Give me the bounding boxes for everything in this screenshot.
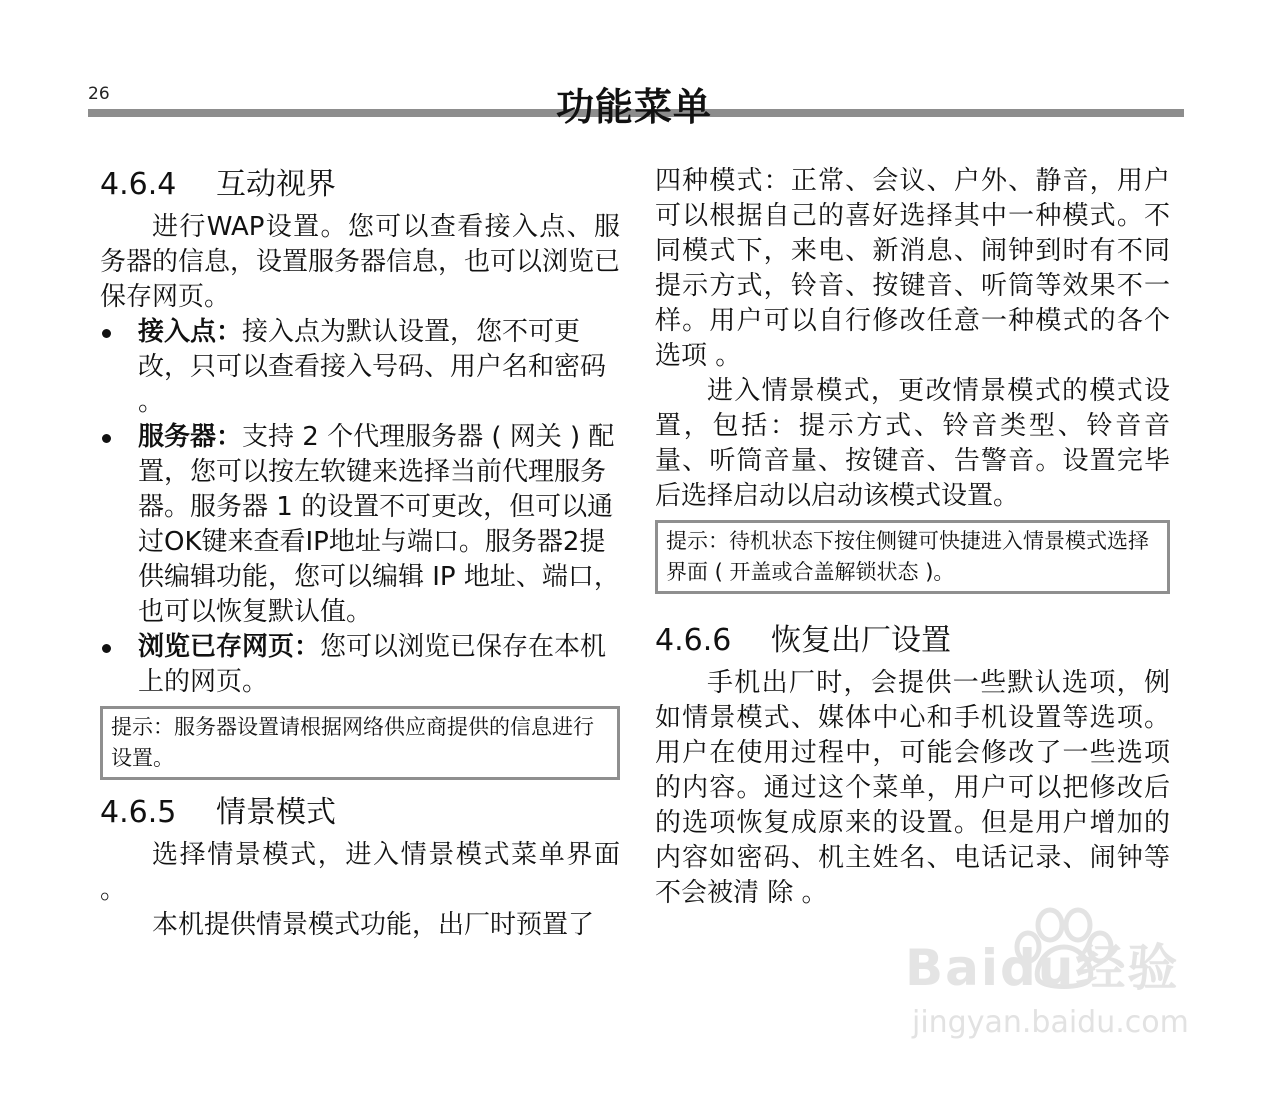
page-title: 功能菜单 xyxy=(556,85,713,129)
section-title: 情景模式 xyxy=(216,795,336,830)
section-title: 恢复出厂设置 xyxy=(771,623,951,658)
paragraph-select-profile: 选择情景模式，进入情景模式菜单界面 。 xyxy=(100,840,620,905)
paragraph-enter-profile: 进入情景模式，更改情景模式的模式设置，包括：提示方式、铃音类型、铃音音量、听筒音量、按键音、告警音。设置完毕后选择启动以启动该模式设置。 xyxy=(655,376,1170,511)
bullet-dot-icon xyxy=(102,644,111,653)
bullet-dot-icon xyxy=(102,434,111,443)
note-box-server: 提示：服务器设置请根据网络供应商提供的信息进行设置。 xyxy=(100,706,620,780)
section-heading-4-6-5 xyxy=(100,792,620,834)
section-number: 4.6.4 xyxy=(100,167,177,202)
page-number: 26 xyxy=(88,84,110,104)
watermark-url: jingyan.baidu.com xyxy=(912,1005,1189,1040)
section-title: 互动视界 xyxy=(216,167,336,202)
watermark-brand: Baidu经验 xyxy=(905,939,1180,997)
section-heading-4-6-6 xyxy=(655,620,1170,662)
bullet-list xyxy=(100,315,620,700)
paragraph-profile-modes: 四种模式：正常、会议、户外、静音，用户可以根据自己的喜好选择其中一种模式。不同模式下，来电、新消息、闹钟到时有不同提示方式，铃音、按键音、听筒等效果不一样。用户可以自行修改任意一种模式的各个选项 。 xyxy=(655,166,1170,371)
bullet-item-access-point xyxy=(100,315,620,420)
bullet-item-server xyxy=(100,420,620,630)
note-box-profile: 提示：待机状态下按住侧键可快捷进入情景模式选择界面 ( 开盖或合盖解锁状态 )。 xyxy=(655,520,1170,594)
bullet-text: 支持 2 个代理服务器 ( 网关 ) 配置，您可以按左软键来选择当前代理服务器。服务器 1 的设置不可更改，但可以通过OK键来查看IP地址与端口。服务器2提供编辑功能，您可以编辑 IP 地址、端口，也可以恢复默认值。 xyxy=(138,422,620,627)
section-number: 4.6.5 xyxy=(100,795,177,830)
left-column xyxy=(100,160,620,943)
bullet-item-saved-pages xyxy=(100,630,620,700)
section-intro: 进行WAP设置。您可以查看接入点、服务器的信息，设置服务器信息，也可以浏览已保存网页。 xyxy=(100,212,621,312)
bullet-text: 接入点为默认设置，您不可更改，只可以查看接入号码、用户名和密码 。 xyxy=(138,317,607,417)
section-heading-4-6-4 xyxy=(100,164,620,206)
paragraph-profile-intro: 本机提供情景模式功能，出厂时预置了 xyxy=(152,910,595,940)
bullet-term: 接入点： xyxy=(138,317,243,347)
bullet-dot-icon xyxy=(102,329,111,338)
right-column xyxy=(655,160,1170,911)
bullet-term: 浏览已存网页： xyxy=(138,632,321,662)
section-number: 4.6.6 xyxy=(655,623,732,658)
bullet-term: 服务器： xyxy=(138,422,243,452)
paragraph-factory-reset: 手机出厂时，会提供一些默认选项，例如情景模式、媒体中心和手机设置等选项。用户在使用过程中，可能会修改了一些选项的内容。通过这个菜单，用户可以把修改后的选项恢复成原来的设置。但是用户增加的内容如密码、机主姓名、电话记录、闹钟等不会被清 除 。 xyxy=(655,668,1170,908)
bullet-text: 您可以浏览已保存在本机上的网页。 xyxy=(138,632,607,697)
